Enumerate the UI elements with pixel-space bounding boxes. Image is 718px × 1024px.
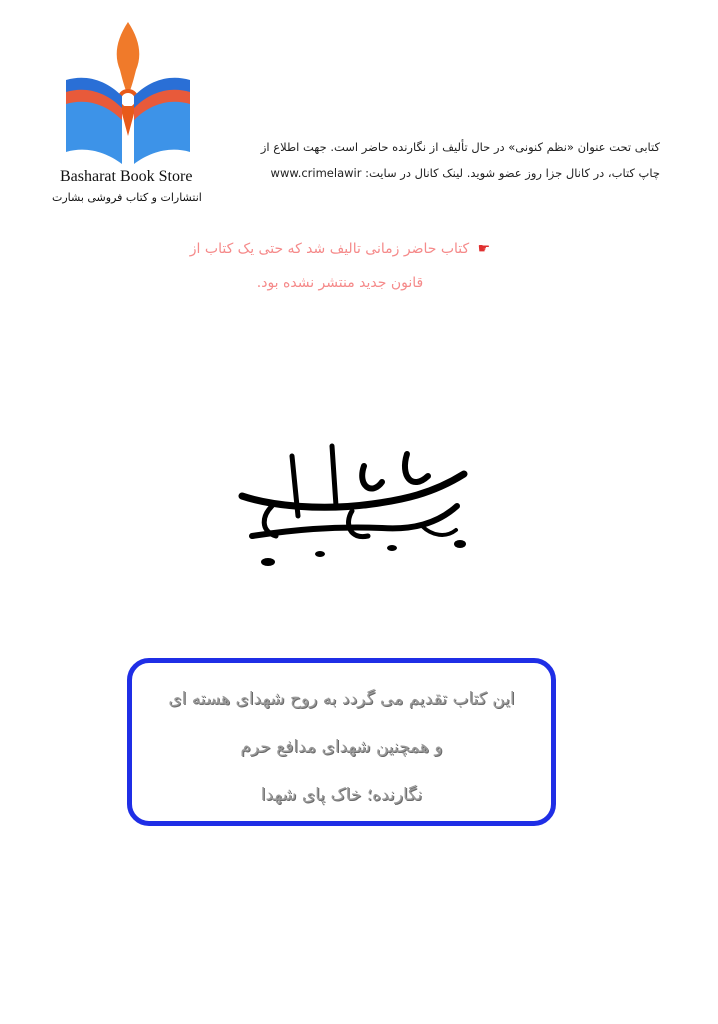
channel-site-link[interactable]: www.crimelawir: [270, 166, 362, 180]
store-name-english: Basharat Book Store: [60, 168, 193, 185]
intro-line-2: [200, 160, 660, 186]
note-line-2: قانون جدید منتشر نشده بود.: [256, 275, 424, 291]
dedication-frame: [127, 658, 556, 826]
pointing-hand-icon: ☛: [477, 241, 491, 257]
basmala-calligraphy: [232, 436, 482, 580]
store-name-persian: انتشارات و کتاب فروشی بشارت: [52, 191, 202, 204]
intro-line-1: کتابی تحت عنوان «نظم کنونی» در حال تألیف از نگارنده حاضر است. جهت اطلاع از: [260, 140, 660, 154]
book-pen-logo-icon: [58, 18, 198, 168]
note-line-1-text: کتاب حاضر زمانی تالیف شد که حتی یک کتاب از: [189, 241, 470, 257]
dedication-signature: نگارنده؛ خاک پای شهدا: [260, 785, 423, 805]
dedication-line-1: این کتاب تقدیم می گردد به روح شهدای هسته ای: [168, 689, 515, 709]
intro-line-2-text: چاپ کتاب، در کانال جزا روز عضو شوید. لینک کانال در سایت:: [365, 166, 660, 180]
basmala-calligraphy-icon: [232, 436, 482, 576]
dedication-line-2: و همچنین شهدای مدافع حرم: [240, 737, 443, 757]
note-line-1: [150, 232, 530, 266]
intro-paragraph: [200, 134, 660, 186]
note-paragraph: [150, 232, 530, 300]
store-logo: [50, 18, 210, 188]
